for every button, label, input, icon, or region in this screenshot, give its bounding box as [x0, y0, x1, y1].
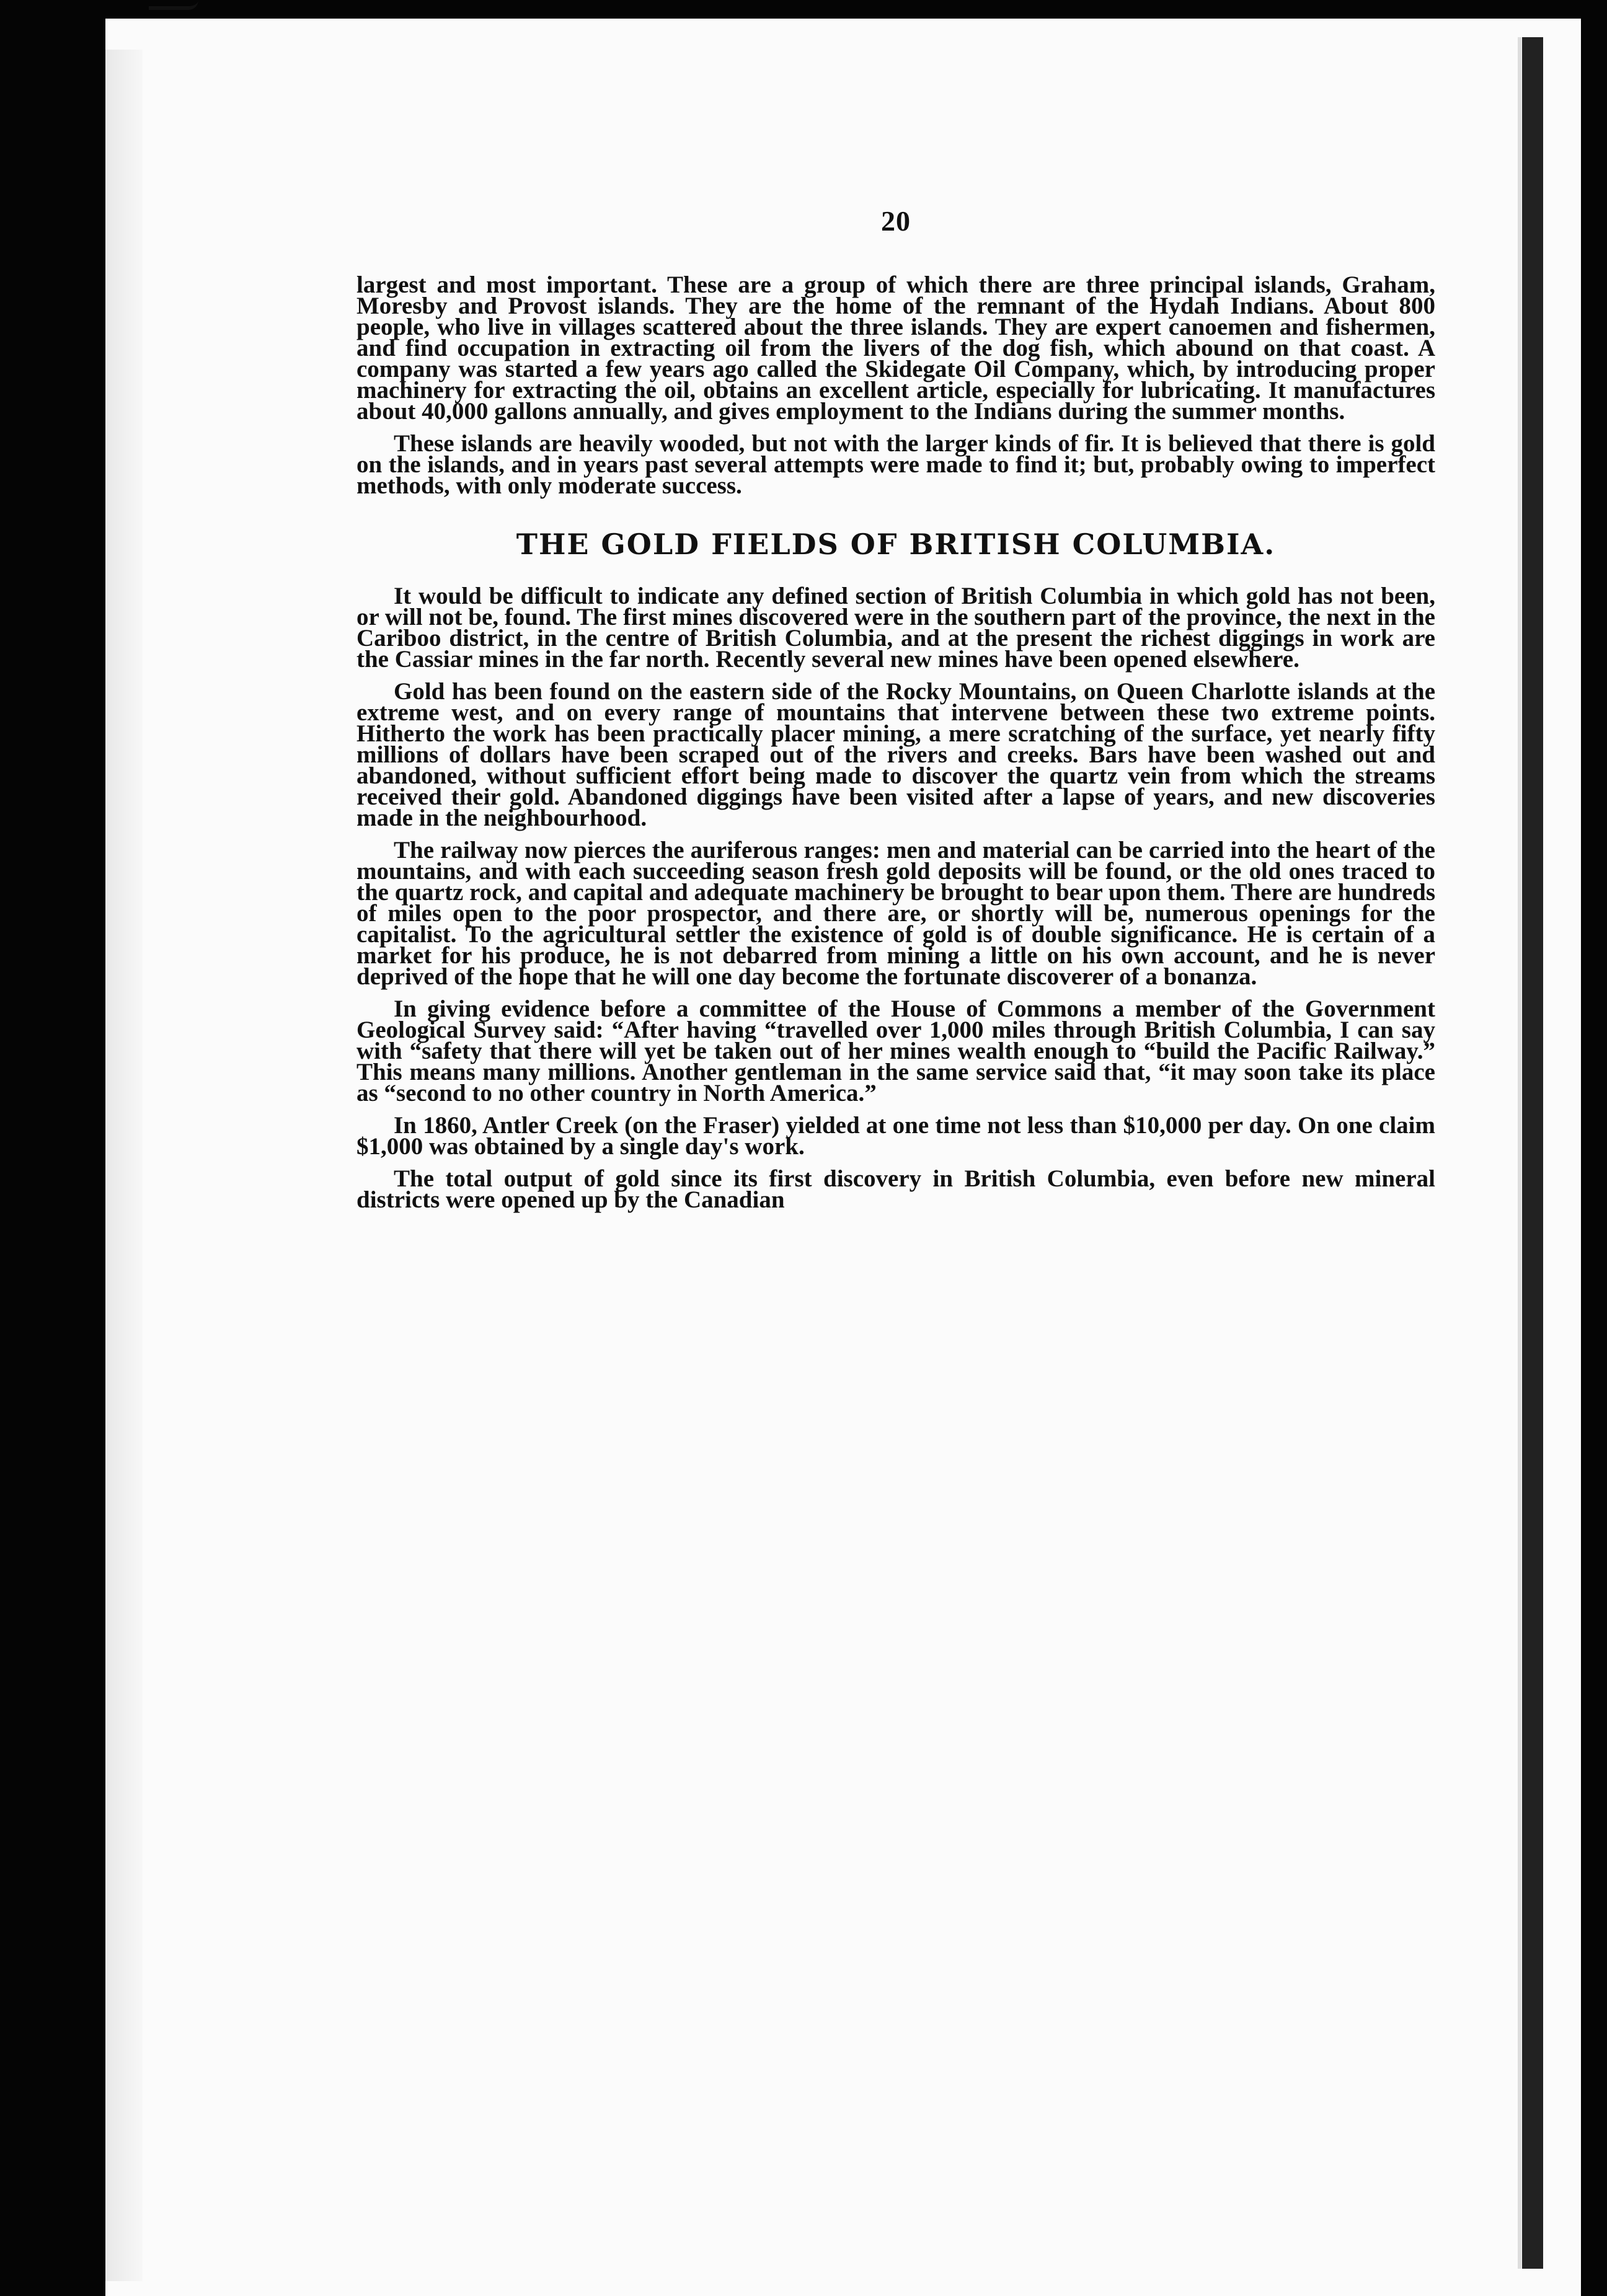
paragraph-railway: The railway now pierces the auriferous ranges: men and material can be carried into the heart of the mountains, and with each succeeding season fresh gold deposits will be found, or the old ones traced to the quartz rock, and capital and adequate machinery be brought to bear upon them. There are hundreds of miles open to the poor prospector, and there are, or shortly will be, numerous openings for the capitalist. To the agricultural settler the existence of gold is of double significance. He is certain of a market for his produce, he is not debarred from mining a little on his own account, and he is never deprived of the hope that he will one day become the fortunate discoverer of a bonanza.: [356, 837, 1435, 990]
paragraph-antler-creek: In 1860, Antler Creek (on the Fraser) yielded at one time not less than $10,000 per day. On one claim $1,000 was obtained by a single day's work.: [356, 1112, 1435, 1160]
page-gutter-shadow: [105, 50, 143, 2281]
paragraph-gold-intro: It would be difficult to indicate any defined section of British Columbia in which gold has not been, or will not be, found. The first mines discovered were in the southern part of the province, the next in the Cariboo district, in the centre of British Columbia, and at the present the richest diggings in work are the Cassiar mines in the far north. Recently several new mines have been opened elsewhere.: [356, 583, 1435, 673]
paragraph-total-output: The total output of gold since its first discovery in British Columbia, even before new mineral districts were opened up by the Canadian: [356, 1165, 1435, 1213]
paragraph-islands: largest and most important. These are a group of which there are three principal islands, Graham, Moresby and Provost islands. They are the home of the remnant of the Hydah Indians. About 800 people, who live in villages scattered about the three islands. They are expert canoemen and fishermen, and find occupation in extracting oil from the livers of the dog fish, which abound on that coast. A company was started a few years ago called the Skidegate Oil Company, which, by introducing proper machinery for extracting the oil, obtains an excellent article, especially for lubricating. It manufactures about 40,000 gallons annually, and gives employment to the Indians during the summer months.: [356, 272, 1435, 425]
page-content: [356, 205, 1435, 1222]
paragraph-evidence: In giving evidence before a committee of the House of Commons a member of the Government Geological Survey said: “After having “travelled over 1,000 miles through British Columbia, I can say with “safety that there will yet be taken out of her mines wealth enough to “build the Pacific Railway.” This means many millions. Another gentleman in the same service said that, “it may soon take its place as “second to no other country in North America.”: [356, 996, 1435, 1106]
page-edge: [1522, 37, 1543, 2269]
scan-corner-mark: [149, 0, 198, 10]
paragraph-islands-wooded: These islands are heavily wooded, but not with the larger kinds of fir. It is believed that there is gold on the islands, and in years past several attempts were made to find it; but, probably owing to imperfect methods, with only moderate success.: [356, 430, 1435, 499]
paragraph-gold-found: Gold has been found on the eastern side of the Rocky Mountains, on Queen Charlotte islands at the extreme west, and on every range of mountains that intervene between these two extreme points. Hitherto the work has been practically placer mining, a mere scratching of the surface, yet nearly fifty millions of dollars have been scraped out of the rivers and creeks. Bars have been washed out and abandoned, without sufficient effort being made to discover the quartz vein from which the streams received their gold. Abandoned diggings have been visited after a lapse of years, and new discoveries made in the neighbourhood.: [356, 678, 1435, 831]
page-number: 20: [881, 205, 911, 237]
page-edge-highlight: [1518, 37, 1521, 2269]
section-heading: THE GOLD FIELDS OF BRITISH COLUMBIA.: [516, 528, 1276, 561]
